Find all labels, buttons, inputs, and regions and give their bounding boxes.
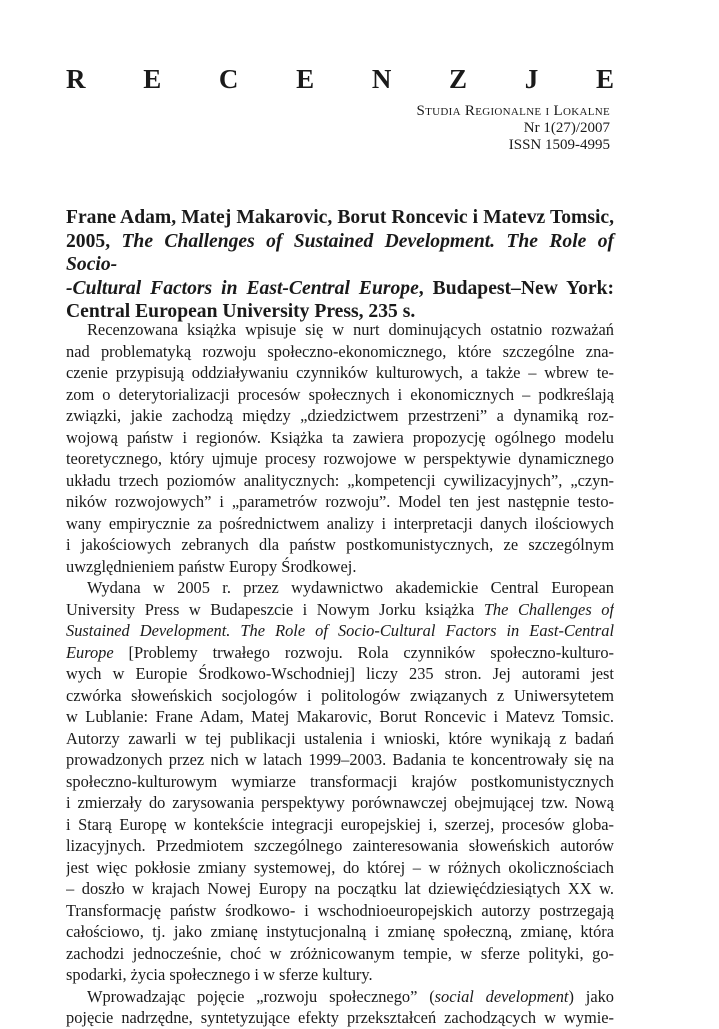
body-line: prowadzonych przez nich w latach 1999–2003. Badania te koncentrowały się na bbox=[66, 750, 614, 769]
section-letter: E bbox=[296, 64, 315, 94]
body-line: ników rozwojowych” i „parametrów rozwoju”. Model ten jest następnie testo- bbox=[66, 492, 614, 511]
body-line: całościowo, tj. jako zmianę instytucjonalną i zmianę społeczną, zmianę, która bbox=[66, 922, 614, 941]
section-letter: Z bbox=[449, 64, 468, 94]
book-title-italic: The Challenges of bbox=[483, 599, 614, 619]
body-line: i zmierzały do zarysowania perspektywy porównawczej obejmującej tzw. Nową bbox=[66, 793, 614, 812]
term-italic: social development bbox=[434, 986, 569, 1006]
body-line: zom o deterytorializacji procesów społecznych i ekonomicznych – podkreślają bbox=[66, 384, 614, 404]
body-line: pojęcie nadrzędne, syntetyzujące efekty przekształceń zachodzących w wymie- bbox=[66, 1008, 614, 1027]
body-text: [Problemy trwałego rozwoju. Rola czynników społeczno-kulturo- bbox=[113, 642, 614, 662]
body-line bbox=[66, 986, 614, 1008]
body-line bbox=[66, 620, 614, 642]
body-line: wany empirycznie za pośrednictwem analizy i interpretacji danych ilościowych bbox=[66, 513, 614, 533]
section-letter: N bbox=[371, 64, 392, 94]
body-line: związki, jakie zachodzą między „dziedzictwem przestrzeni” a dynamiką roz- bbox=[66, 406, 614, 425]
body-line: Wydana w 2005 r. przez wydawnictwo akademickie Central European bbox=[87, 578, 614, 597]
body-line: Autorzy zawarli w tej publikacji ustalenia i wnioski, które wynikają z badań bbox=[66, 728, 614, 748]
body-line: w Lublanie: Frane Adam, Matej Makarovic, Borut Roncevic i Matevz Tomsic. bbox=[66, 707, 614, 726]
body-line: i Starą Europę w kontekście integracji europejskiej i, szerzej, procesów globa- bbox=[66, 814, 614, 834]
body-text: Wprowadzając pojęcie „rozwoju społecznego” ( bbox=[87, 986, 435, 1006]
book-title-italic: Europe bbox=[66, 642, 114, 662]
body-line bbox=[66, 599, 614, 621]
body-text: University Press w Budapeszcie i Nowym Jorku książka bbox=[66, 599, 484, 619]
body-line: spodarki, życia społecznego i w sferze kultury. bbox=[66, 965, 373, 984]
section-letter: C bbox=[218, 64, 239, 94]
body-line: jest więc pokłosie zmiany systemowej, do której – w różnych okolicznościach bbox=[66, 857, 614, 877]
body-line: układu trzech poziomów analitycznych: „kompetencji cywilizacyjnych”, „czyn- bbox=[66, 470, 614, 490]
body-line: uwzględnieniem państw Europy Środkowej. bbox=[66, 556, 357, 576]
book-title-italic: Sustained Development. The Role of Socio-Cultural Factors in East-Central bbox=[66, 621, 614, 640]
journal-name: Studia Regionalne i Lokalne bbox=[416, 103, 610, 119]
journal-issn: ISSN 1509-4995 bbox=[508, 137, 610, 153]
review-body bbox=[66, 319, 614, 1029]
journal-info bbox=[340, 103, 610, 154]
section-letter: E bbox=[595, 64, 614, 94]
heading-year: 2005, bbox=[66, 230, 122, 252]
body-line: wych w Europie Środkowo-Wschodniej] liczy 235 stron. Jej autorami jest bbox=[66, 664, 614, 683]
body-line: czwórka słoweńskich socjologów i politologów związanych z Uniwersytetem bbox=[66, 685, 614, 705]
body-text: ) jako bbox=[568, 986, 614, 1006]
journal-issue: Nr 1(27)/2007 bbox=[523, 120, 610, 136]
section-title-recenzje bbox=[66, 64, 614, 94]
heading-publisher-place: , Budapest–New York: bbox=[418, 277, 614, 299]
body-line: wojową państw i regionów. Książka ta zawiera propozycję ogólnego modelu bbox=[66, 427, 614, 447]
body-line: zachodzi jednocześnie, choć w zróżnicowanym tempie, w sferze polityki, go- bbox=[66, 943, 614, 963]
heading-line-1: Frane Adam, Matej Makarovic, Borut Roncevic i Matevz Tomsic, bbox=[66, 207, 614, 228]
body-line: teoretycznego, który ujmuje procesy rozwojowe w perspektywie dynamicznego bbox=[66, 449, 614, 468]
body-line: nad problematyką rozwoju społeczno-ekonomicznego, które szczególne zna- bbox=[66, 341, 614, 361]
section-letter: J bbox=[524, 64, 539, 94]
body-line: Transformację państw środkowo- i wschodnioeuropejskich autorzy postrzegają bbox=[66, 900, 614, 920]
body-line: i jakościowych zebranych dla państw postkomunistycznych, ze szczególnym bbox=[66, 535, 614, 554]
body-line: czenie przypisują oddziaływaniu czynników kulturowych, a także – wbrew te- bbox=[66, 363, 614, 382]
section-letter: E bbox=[143, 64, 162, 94]
book-title-part-2: -Cultural Factors in East-Central Europe bbox=[66, 277, 419, 299]
body-line bbox=[66, 642, 614, 664]
body-line: społeczno-kulturowym wymiarze transformacji krajów postkomunistycznych bbox=[66, 771, 614, 791]
body-line: Recenzowana książka wpisuje się w nurt dominujących ostatnio rozważań bbox=[87, 320, 614, 339]
heading-line-3 bbox=[66, 277, 614, 301]
heading-line-4: Central European University Press, 235 s. bbox=[66, 301, 416, 323]
book-title-part-1: The Challenges of Sustained Development. The Role of Socio- bbox=[66, 230, 615, 276]
review-heading bbox=[66, 206, 614, 324]
body-line: lizacyjnych. Przedmiotem szczególnego zainteresowania słoweńskich autorów bbox=[66, 836, 614, 855]
body-line: – doszło w krajach Nowej Europy na początku lat dziewięćdziesiątych XX w. bbox=[66, 879, 614, 898]
heading-line-2 bbox=[66, 230, 614, 277]
section-letter: R bbox=[66, 64, 86, 94]
